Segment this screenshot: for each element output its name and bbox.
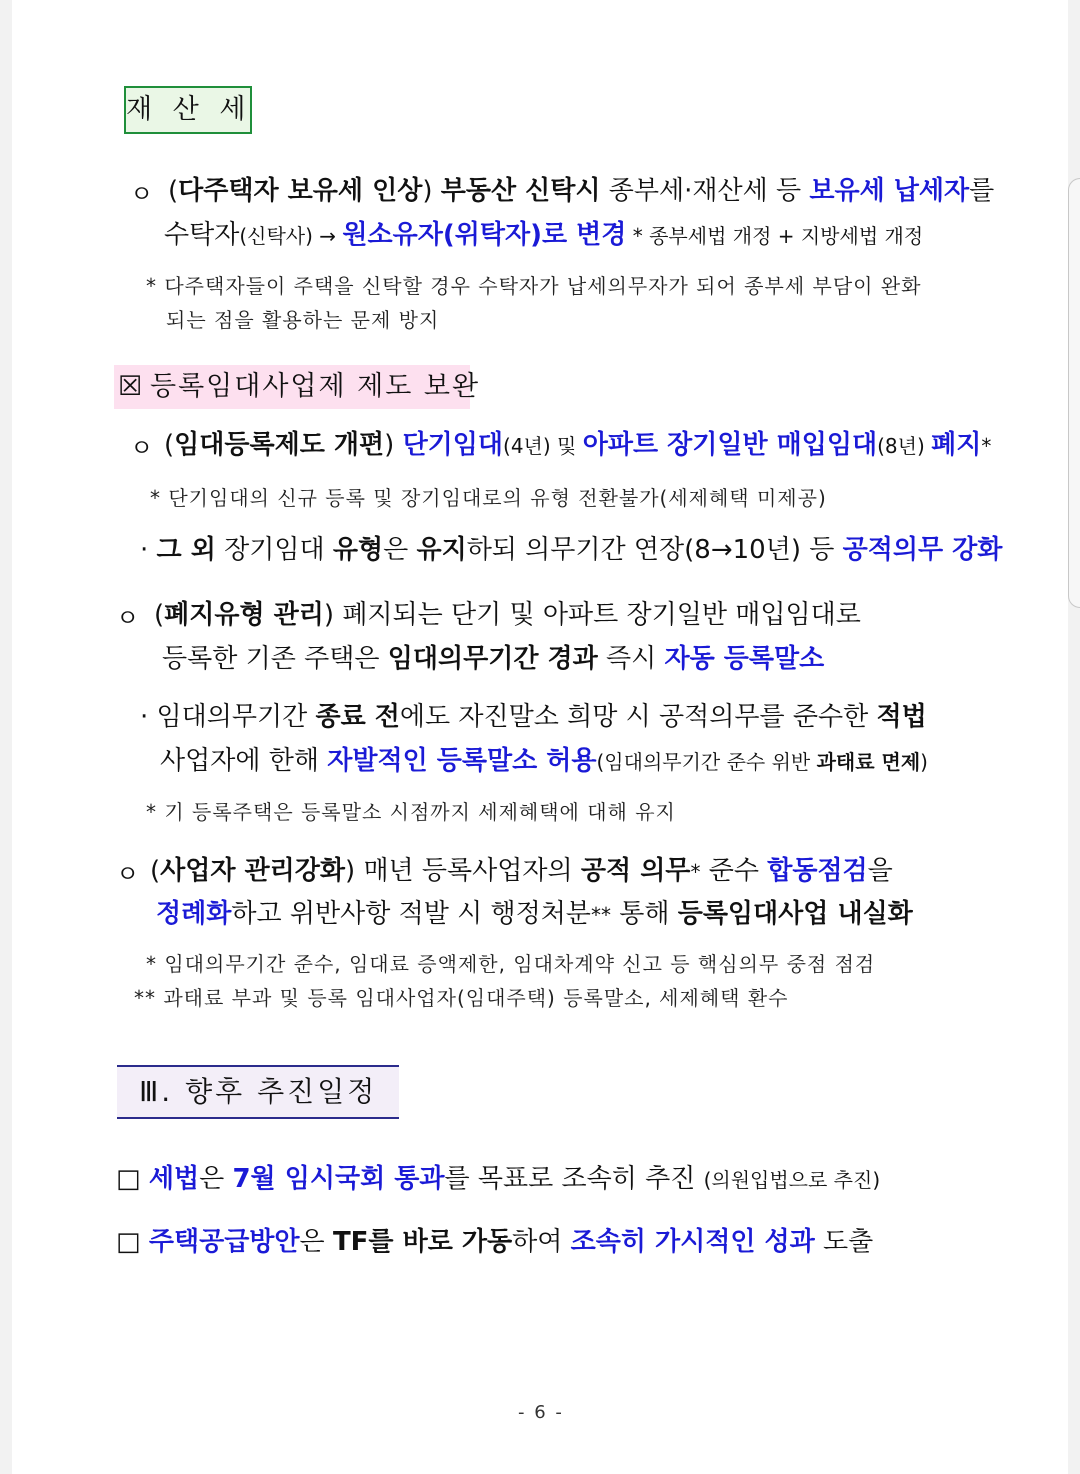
p1-line2: 수탁자(신탁사) → 원소유자(위탁자)로 변경 * 종부세법 개정 + 지방세법 개정 xyxy=(164,220,924,250)
schedule-item-1: □ 세법은 7월 임시국회 통과를 목표로 조속히 추진 (의원입법으로 추진) xyxy=(116,1164,881,1194)
p3-sub-line2: 사업자에 한해 자발적인 등록말소 허용(임대의무기간 준수 위반 과태료 면제) xyxy=(160,746,928,776)
p1-note-line2: 되는 점을 활용하는 문제 방지 xyxy=(166,308,440,332)
schedule-item-2: □ 주택공급방안은 TF를 바로 가동하여 조속히 가시적인 성과 도출 xyxy=(116,1227,874,1257)
p4-line1: (사업자 관리강화) 매년 등록사업자의 공적 의무* 준수 합동점검을 xyxy=(150,856,893,886)
p3-sub-line1: · 임대의무기간 종료 전에도 자진말소 희망 시 공적의무를 준수한 적법 xyxy=(140,702,927,732)
bullet: ㅇ xyxy=(130,434,154,462)
p2-sub: · 그 외 장기임대 유형은 유지하되 의무기간 연장(8→10년) 등 공적의무 강화 xyxy=(140,535,1003,565)
p3-line2: 등록한 기존 주택은 임대의무기간 경과 즉시 자동 등록말소 xyxy=(162,644,825,674)
bullet: ㅇ xyxy=(116,604,140,632)
page-number: - 6 - xyxy=(518,1402,564,1423)
checkbox-x-icon: ☒ xyxy=(118,371,145,402)
scroll-handle[interactable] xyxy=(1068,178,1080,608)
bullet: ㅇ xyxy=(130,180,154,208)
p3-note: * 기 등록주택은 등록말소 시점까지 세제혜택에 대해 유지 xyxy=(146,800,676,824)
p4-note1: * 임대의무기간 준수, 임대료 증액제한, 임대차계약 신고 등 핵심의무 중점 점검 xyxy=(146,952,876,976)
p2-line1: (임대등록제도 개편) 단기임대(4년) 및 아파트 장기일반 매입임대(8년) 폐지* xyxy=(164,430,992,460)
p2-note: * 단기임대의 신규 등록 및 장기임대로의 유형 전환불가(세제혜택 미제공) xyxy=(150,486,827,510)
section-title-property-tax: 재 산 세 xyxy=(124,86,252,134)
p4-note2: ** 과태료 부과 및 등록 임대사업자(임대주택) 등록말소, 세제혜택 환수 xyxy=(134,986,789,1010)
p1-line1: (다주택자 보유세 인상) 부동산 신탁시 종부세·재산세 등 보유세 납세자를 xyxy=(168,176,995,206)
p4-line2: 정례화하고 위반사항 적발 시 행정처분** 통해 등록임대사업 내실화 xyxy=(156,899,913,929)
bullet: ㅇ xyxy=(116,860,140,888)
p1-note-line1: * 다주택자들이 주택을 신탁할 경우 수탁자가 납세의무자가 되어 종부세 부담이 완화 xyxy=(146,274,922,298)
section3-title: Ⅲ. 향후 추진일정 xyxy=(117,1065,399,1119)
heading-registered-rental: ☒ 등록임대사업제 제도 보완 xyxy=(114,365,470,409)
p3-line1: (폐지유형 관리) 폐지되는 단기 및 아파트 장기일반 매입임대로 xyxy=(154,600,861,630)
checkbox-icon: □ xyxy=(116,1164,141,1194)
checkbox-icon: □ xyxy=(116,1227,141,1257)
